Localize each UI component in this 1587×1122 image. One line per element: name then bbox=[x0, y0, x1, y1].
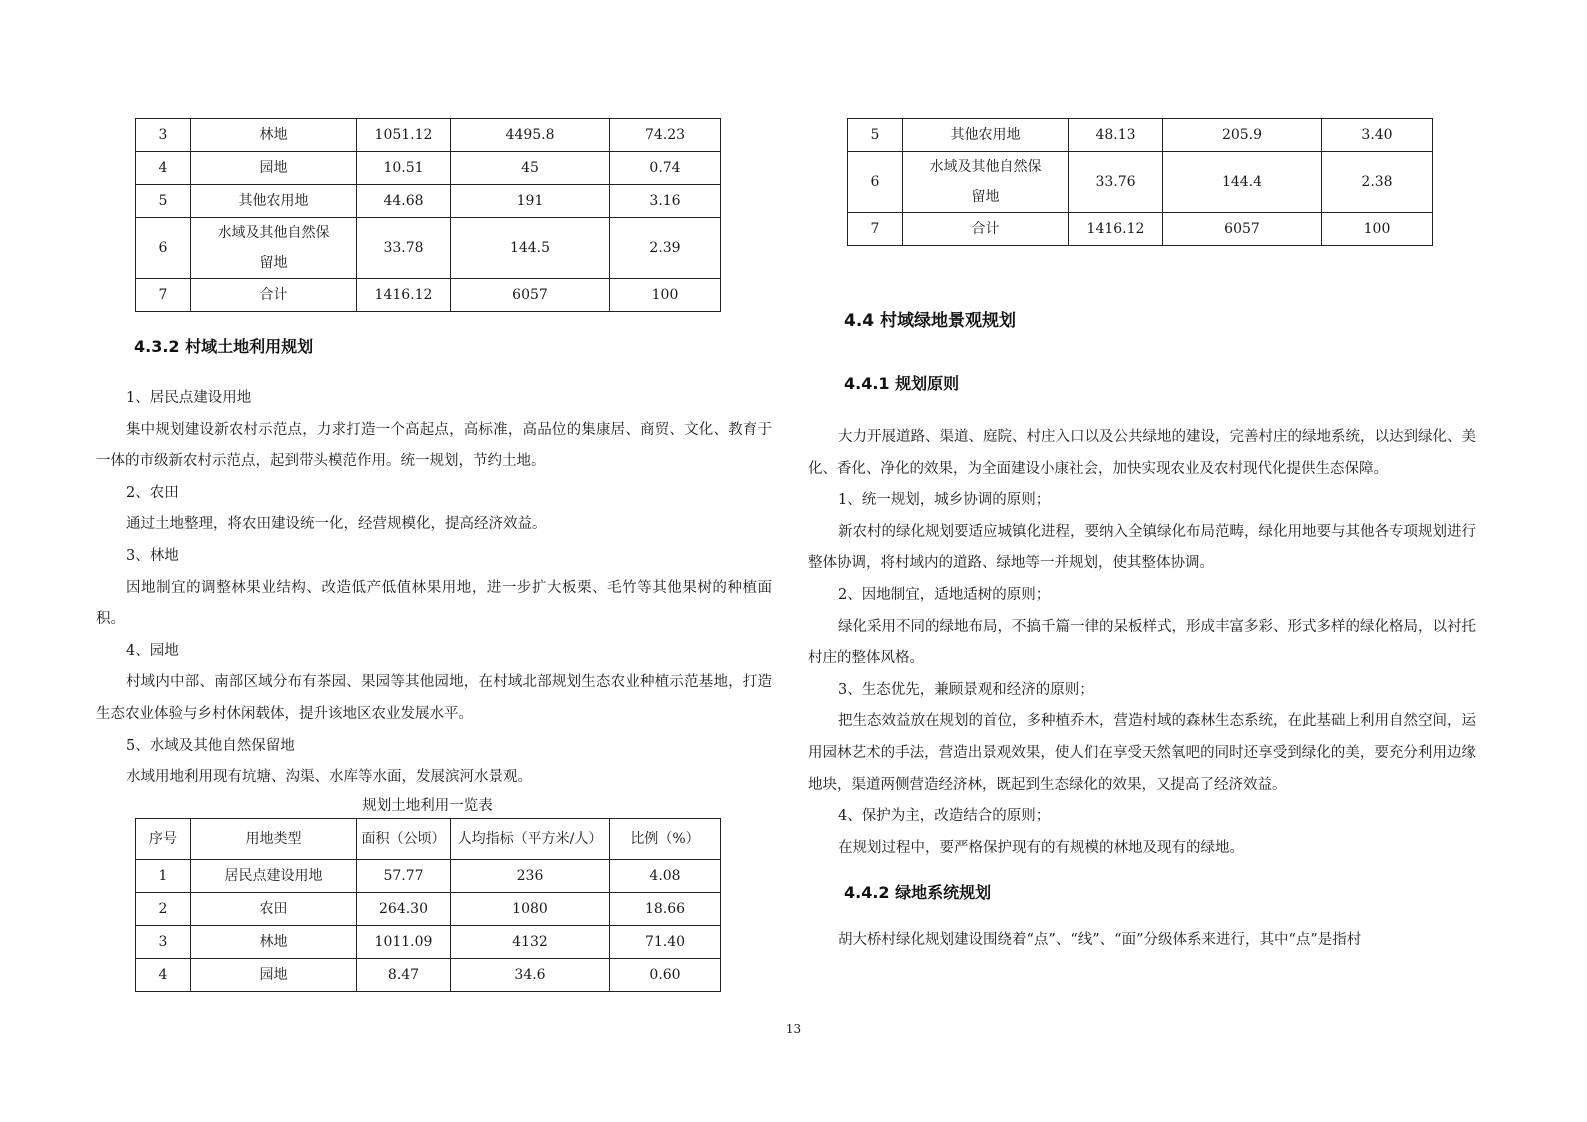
section-heading-4-4-1: 4.4.1 规划原则 bbox=[844, 374, 960, 393]
table-row: 6 水域及其他自然保 留地 33.78 144.5 2.39 bbox=[136, 218, 721, 279]
section-heading-4-4: 4.4 村域绿地景观规划 bbox=[844, 311, 1017, 331]
table-row: 3 林地 1011.09 4132 71.40 bbox=[136, 925, 721, 958]
item-text: 水域用地利用现有坑塘、沟渠、水库等水面，发展滨河水景观。 bbox=[126, 769, 532, 786]
left-column bbox=[96, 118, 772, 992]
right-column bbox=[808, 118, 1476, 957]
table-row: 5 其他农用地 44.68 191 3.16 bbox=[136, 185, 721, 218]
table-header-row: 序号 用地类型 面积（公顷） 人均指标（平方米/人） 比例（%） bbox=[136, 818, 721, 859]
item-text: 因地制宜的调整林果业结构、改造低产低值林果用地，进一步扩大板栗、毛竹等其他果树的种植面积。 bbox=[96, 579, 772, 628]
table-row: 1 居民点建设用地 57.77 236 4.08 bbox=[136, 859, 721, 892]
table-row: 7 合计 1416.12 6057 100 bbox=[136, 279, 721, 312]
item-text: 通过土地整理，将农田建设统一化，经营规模化，提高经济效益。 bbox=[126, 516, 547, 533]
land-table-continued bbox=[135, 118, 721, 312]
principle-text: 在规划过程中，要严格保护现有的有规模的林地及现有的绿地。 bbox=[838, 839, 1244, 856]
table-row: 7 合计 1416.12 6057 100 bbox=[848, 213, 1433, 246]
intro-paragraph: 大力开展道路、渠道、庭院、村庄入口以及公共绿地的建设，完善村庄的绿地系统，以达到绿化、美化、香化、净化的效果，为全面建设小康社会，加快实现农业及农村现代化提供生态保障。 bbox=[808, 429, 1476, 477]
last-paragraph: 胡大桥村绿化规划建设围绕着“点”、“线”、“面”分级体系来进行，其中“点”是指村 bbox=[838, 932, 1362, 949]
principle-title: 1、统一规划，城乡协调的原则； bbox=[838, 492, 1051, 509]
item-title: 2、农田 bbox=[126, 484, 179, 501]
item-title: 1、居民点建设用地 bbox=[126, 390, 252, 406]
table-row: 4 园地 8.47 34.6 0.60 bbox=[136, 958, 721, 991]
principle-title: 4、保护为主，改造结合的原则； bbox=[838, 808, 1051, 825]
section-heading-4-3-2: 4.3.2 村域土地利用规划 bbox=[134, 337, 314, 356]
item-title: 5、水域及其他自然保留地 bbox=[126, 737, 295, 754]
land-table-continued-right bbox=[847, 118, 1433, 246]
table-row: 6 水域及其他自然保 留地 33.76 144.4 2.38 bbox=[848, 152, 1433, 213]
item-title: 3、林地 bbox=[126, 547, 179, 564]
table-row: 3 林地 1051.12 4495.8 74.23 bbox=[136, 119, 721, 152]
planning-land-table bbox=[135, 818, 721, 992]
item-title: 4、园地 bbox=[126, 642, 179, 659]
page-number: 13 bbox=[785, 1022, 802, 1036]
table-row: 2 农田 264.30 1080 18.66 bbox=[136, 892, 721, 925]
section-heading-4-4-2: 4.4.2 绿地系统规划 bbox=[844, 883, 992, 903]
principle-text: 绿化采用不同的绿地布局，不搞千篇一律的呆板样式，形成丰富多彩、形式多样的绿化格局，以衬托村庄的整体风格。 bbox=[808, 618, 1476, 667]
principle-text: 新农村的绿化规划要适应城镇化进程，要纳入全镇绿化布局范畴，绿化用地要与其他各专项规划进行整体协调，将村域内的道路、绿地等一并规划，使其整体协调。 bbox=[808, 523, 1476, 572]
item-text: 集中规划建设新农村示范点，力求打造一个高起点，高标准，高品位的集康居、商贸、文化、教育于一体的市级新农村示范点，起到带头模范作用。统一规划，节约土地。 bbox=[96, 421, 772, 470]
table-caption: 规划土地利用一览表 bbox=[362, 797, 493, 814]
item-text: 村域内中部、南部区域分布有茶园、果园等其他园地，在村域北部规划生态农业种植示范基地，打造生态农业体验与乡村休闲载体，提升该地区农业发展水平。 bbox=[96, 674, 772, 722]
table-row: 4 园地 10.51 45 0.74 bbox=[136, 152, 721, 185]
table-row: 5 其他农用地 48.13 205.9 3.40 bbox=[848, 119, 1433, 152]
principle-title: 2、因地制宜，适地适树的原则； bbox=[838, 586, 1051, 603]
principle-title: 3、生态优先，兼顾景观和经济的原则； bbox=[838, 681, 1094, 698]
principle-text: 把生态效益放在规划的首位，多种植乔木，营造村域的森林生态系统，在此基础上利用自然空间，运用园林艺术的手法，营造出景观效果，使人们在享受天然氧吧的同时还享受到绿化的美，要充分利用边缘地块，渠道两侧营造经济林，既起到生态绿化的效果，又提高了经济效益。 bbox=[808, 713, 1476, 793]
